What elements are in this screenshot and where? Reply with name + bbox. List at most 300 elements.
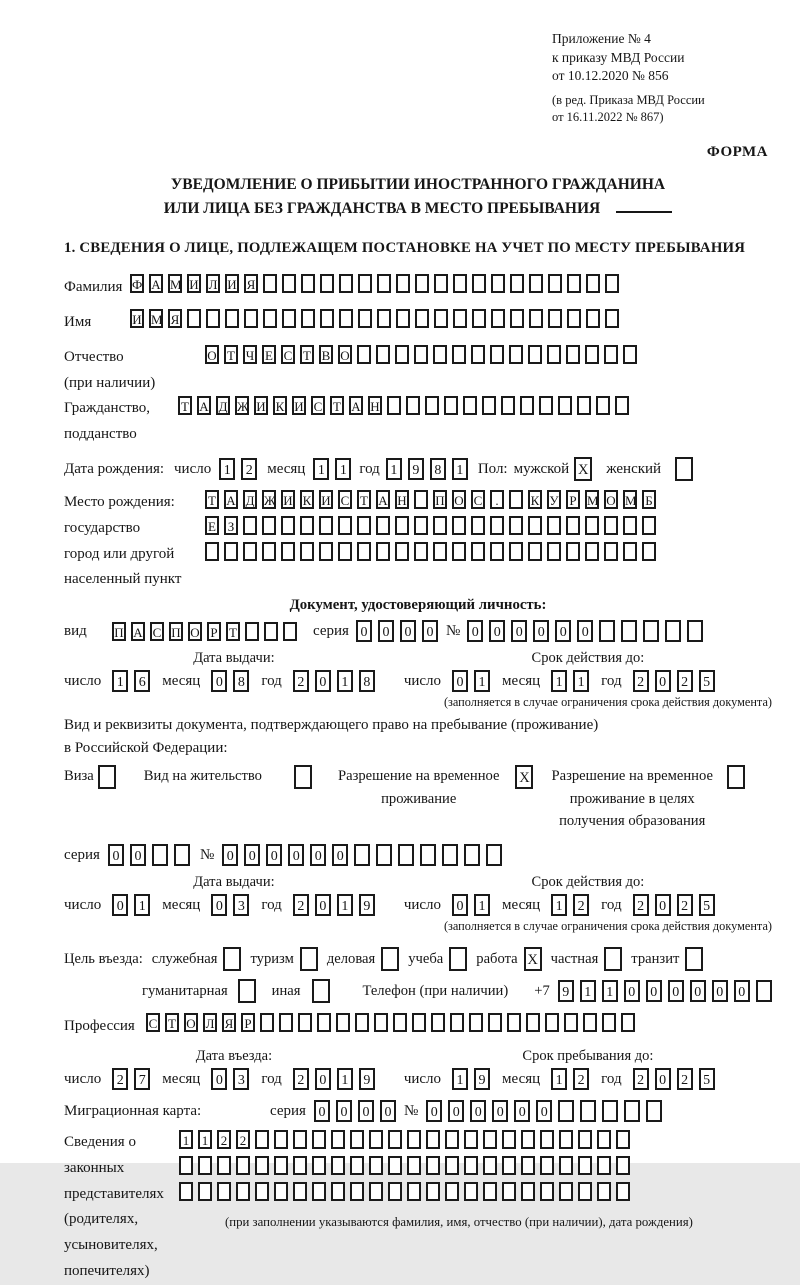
form-cell: С [338, 490, 352, 509]
identity-doc-row [64, 620, 772, 642]
form-cell [407, 1130, 421, 1149]
form-cell [483, 1130, 497, 1149]
form-cell [339, 309, 353, 328]
entry-day-cells [112, 1068, 150, 1090]
form-cell: 1 [335, 458, 351, 480]
legal-reps-note: (при заполнении указываются фамилия, имя, отчество (при наличии), дата рождения) [225, 1215, 693, 1230]
form-cell: Р [241, 1013, 255, 1032]
form-cell [293, 1156, 307, 1175]
form-cell: 0 [655, 670, 671, 692]
form-cell [605, 309, 619, 328]
form-cell [646, 1100, 662, 1122]
legal-reps-cells [179, 1130, 693, 1230]
form-cell [486, 844, 502, 866]
form-cell [567, 309, 581, 328]
edition-line: (в ред. Приказа МВД России [552, 92, 705, 107]
form-cell [187, 309, 201, 328]
form-cell [566, 542, 580, 561]
form-cell: 2 [677, 670, 693, 692]
form-cell: 0 [734, 980, 750, 1002]
form-cell [388, 1182, 402, 1201]
form-cell: 0 [712, 980, 728, 1002]
purpose-business-label: деловая [326, 950, 376, 967]
form-cell: Е [262, 345, 276, 364]
form-cell [585, 345, 599, 364]
form-cell [152, 844, 168, 866]
form-cell [521, 1156, 535, 1175]
expiry-day-cells [452, 670, 490, 692]
day-label: число [403, 896, 442, 913]
stay-year-cells [633, 1068, 715, 1090]
form-cell: И [254, 396, 268, 415]
birth-day-cells [219, 458, 257, 480]
form-cell [604, 345, 618, 364]
name-label: Имя [64, 313, 92, 330]
form-cell [387, 396, 401, 415]
form-cell [665, 620, 681, 642]
form-cell: 0 [332, 844, 348, 866]
sex-female-checkbox [675, 457, 693, 481]
form-cell [502, 1130, 516, 1149]
form-cell: 0 [646, 980, 662, 1002]
purpose-official-checkbox [223, 947, 241, 971]
form-cell [236, 1182, 250, 1201]
form-cell [687, 620, 703, 642]
form-cell: П [433, 490, 447, 509]
form-cell: И [225, 274, 239, 293]
form-cell [395, 542, 409, 561]
form-cell [559, 1130, 573, 1149]
migration-number-cells [426, 1100, 662, 1122]
month-label: месяц [162, 1070, 201, 1087]
form-cell: 1 [474, 894, 490, 916]
form-cell: 0 [222, 844, 238, 866]
form-cell: 2 [217, 1130, 231, 1149]
form-cell [298, 1013, 312, 1032]
annex-line: к приказу МВД России [552, 49, 685, 65]
year-label: год [601, 672, 622, 689]
purpose-study-checkbox [449, 947, 467, 971]
migration-series-cells [314, 1100, 396, 1122]
form-cell [540, 1182, 554, 1201]
form-cell [433, 516, 447, 535]
form-cell [585, 516, 599, 535]
form-cell [540, 1156, 554, 1175]
form-cell [509, 345, 523, 364]
form-cell: 2 [633, 1068, 649, 1090]
option-residence-permit: Вид на жительство [144, 765, 312, 789]
form-cell [445, 1130, 459, 1149]
form-cell [547, 516, 561, 535]
form-cell: К [300, 490, 314, 509]
purpose-work-checkbox: X [524, 947, 542, 971]
form-cell: Ж [235, 396, 249, 415]
form-cell [205, 542, 219, 561]
form-cell: 0 [448, 1100, 464, 1122]
form-cell: Н [368, 396, 382, 415]
form-cell [547, 345, 561, 364]
form-cell [281, 542, 295, 561]
form-cell: Р [207, 622, 221, 641]
form-cell: 2 [236, 1130, 250, 1149]
form-cell: П [169, 622, 183, 641]
form-cell [472, 274, 486, 293]
year-label: год [261, 896, 282, 913]
form-cell [578, 1130, 592, 1149]
form-cell [274, 1182, 288, 1201]
migration-series-label: серия [270, 1102, 306, 1119]
form-cell [615, 396, 629, 415]
entry-year-cells [293, 1068, 375, 1090]
phone-label: Телефон (при наличии) [362, 982, 509, 999]
form-cell [339, 274, 353, 293]
form-cell: О [338, 345, 352, 364]
legal-reps-row3 [179, 1182, 693, 1201]
doc-kind-label: вид [64, 622, 87, 639]
form-cell: 0 [130, 844, 146, 866]
patronymic-cells [205, 345, 637, 364]
option-visa: Виза [64, 765, 116, 789]
form-cell [320, 274, 334, 293]
form-cell [433, 542, 447, 561]
profession-cells [146, 1013, 635, 1032]
form-cell: И [187, 274, 201, 293]
form-cell: Я [222, 1013, 236, 1032]
form-cell: 1 [313, 458, 329, 480]
stay-month-cells [551, 1068, 589, 1090]
form-cell: 0 [426, 1100, 442, 1122]
migration-number-label: № [403, 1102, 419, 1119]
form-cell: А [349, 396, 363, 415]
citizenship-row [64, 396, 772, 448]
form-cell: 2 [633, 894, 649, 916]
residence-issue-day-cells [112, 894, 150, 916]
form-cell: 1 [551, 894, 567, 916]
form-cell [586, 309, 600, 328]
entry-purpose-row2 [142, 979, 772, 1003]
form-cell: 0 [655, 894, 671, 916]
name-row [64, 309, 772, 336]
legal-reps-row1 [179, 1130, 693, 1149]
form-cell: Т [300, 345, 314, 364]
form-cell: 9 [558, 980, 574, 1002]
form-cell [453, 309, 467, 328]
residence-issue-year-cells [293, 894, 375, 916]
form-cell: 0 [511, 620, 527, 642]
form-cell: 3 [233, 1068, 249, 1090]
legal-reps-block [64, 1130, 772, 1285]
form-cell [490, 345, 504, 364]
form-cell: 9 [359, 1068, 375, 1090]
form-cell [491, 309, 505, 328]
form-cell [642, 542, 656, 561]
form-cell [566, 345, 580, 364]
form-cell: 0 [452, 670, 468, 692]
form-cell: С [281, 345, 295, 364]
form-cell: 1 [551, 670, 567, 692]
form-cell [206, 309, 220, 328]
form-cell [274, 1130, 288, 1149]
form-cell [756, 980, 772, 1002]
form-cell: Е [205, 516, 219, 535]
purpose-humanitarian-label: гуманитарная [142, 982, 228, 999]
form-cell: И [292, 396, 306, 415]
form-cell [426, 1130, 440, 1149]
form-cell: Т [357, 490, 371, 509]
identity-doc-date-titles [64, 650, 772, 667]
purpose-study-label: учеба [408, 950, 444, 967]
migration-card-row [64, 1100, 772, 1122]
form-cell: М [585, 490, 599, 509]
form-cell [317, 1013, 331, 1032]
form-cell [616, 1156, 630, 1175]
form-cell [338, 516, 352, 535]
form-cell [471, 516, 485, 535]
visa-checkbox [98, 765, 116, 789]
form-cell [420, 844, 436, 866]
form-cell [282, 309, 296, 328]
birth-place-cells [205, 490, 656, 568]
form-cell: 0 [668, 980, 684, 1002]
form-cell: 0 [288, 844, 304, 866]
form-cell: Я [244, 274, 258, 293]
form-cell: Т [224, 345, 238, 364]
form-cell [369, 1156, 383, 1175]
form-cell [501, 396, 515, 415]
sex-male-label: мужской [513, 460, 570, 477]
year-label: год [601, 896, 622, 913]
legal-reps-row2 [179, 1156, 693, 1175]
form-cell [407, 1182, 421, 1201]
surname-label: Фамилия [64, 278, 123, 295]
form-cell [509, 516, 523, 535]
form-cell: Т [165, 1013, 179, 1032]
form-cell: 0 [315, 670, 331, 692]
form-cell: 2 [677, 894, 693, 916]
form-cell: 0 [400, 620, 416, 642]
form-cell [616, 1182, 630, 1201]
patronymic-label: Отчество (при наличии) [64, 348, 156, 391]
form-cell: 0 [314, 1100, 330, 1122]
form-cell: К [273, 396, 287, 415]
form-cell [388, 1130, 402, 1149]
month-label: месяц [162, 672, 201, 689]
profession-label: Профессия [64, 1018, 135, 1035]
form-cell [255, 1130, 269, 1149]
residence-expiry-month-cells [551, 894, 589, 916]
stay-day-cells [452, 1068, 490, 1090]
year-label: год [601, 1070, 622, 1087]
form-cell: П [112, 622, 126, 641]
birth-place-block [64, 490, 772, 593]
form-cell [255, 1182, 269, 1201]
entry-purpose-row [64, 947, 772, 971]
form-cell [452, 516, 466, 535]
citizenship-label: Гражданство, подданство [64, 400, 151, 443]
form-cell [376, 345, 390, 364]
form-cell: 1 [112, 670, 128, 692]
form-cell [643, 620, 659, 642]
form-cell: 0 [310, 844, 326, 866]
form-cell [283, 622, 297, 641]
form-cell [225, 309, 239, 328]
form-cell [279, 1013, 293, 1032]
entry-dates-row [64, 1068, 772, 1090]
form-cell [578, 1156, 592, 1175]
form-cell: М [149, 309, 163, 328]
form-cell: 7 [134, 1068, 150, 1090]
purpose-tourism-checkbox [300, 947, 318, 971]
form-cell [463, 396, 477, 415]
form-cell [597, 1130, 611, 1149]
form-cell [174, 844, 190, 866]
form-cell: 1 [179, 1130, 193, 1149]
form-cell: 0 [315, 1068, 331, 1090]
form-cell: 2 [293, 670, 309, 692]
form-cell: 1 [386, 458, 402, 480]
form-cell [224, 542, 238, 561]
purpose-work-label: работа [476, 950, 518, 967]
form-cell [483, 1182, 497, 1201]
form-cell: 3 [233, 894, 249, 916]
form-cell: 0 [492, 1100, 508, 1122]
form-cell [393, 1013, 407, 1032]
birth-month-cells [313, 458, 351, 480]
form-cell [369, 1130, 383, 1149]
stay-until-title: Срок пребывания до: [522, 1048, 654, 1065]
form-cell [623, 345, 637, 364]
form-cell [596, 396, 610, 415]
form-cell: 1 [337, 1068, 353, 1090]
annex-line: Приложение № 4 [552, 31, 651, 46]
form-cell: 1 [452, 1068, 468, 1090]
form-cell: О [184, 1013, 198, 1032]
legal-reps-label: Сведения о законных представителях (родителях, усыновителях, попечителях) [64, 1134, 164, 1280]
form-cell: И [130, 309, 144, 328]
issue-year-cells [293, 670, 375, 692]
form-cell: Т [330, 396, 344, 415]
form-cell [398, 844, 414, 866]
year-label: год [261, 1070, 282, 1087]
residence-expiry-note: (заполняется в случае ограничения срока действия документа) [443, 919, 772, 934]
form-cell [412, 1013, 426, 1032]
form-cell [217, 1182, 231, 1201]
form-cell [255, 1156, 269, 1175]
day-label: число [403, 672, 442, 689]
citizenship-cells [178, 396, 629, 415]
form-cell [415, 274, 429, 293]
form-cell [599, 620, 615, 642]
form-cell [604, 542, 618, 561]
form-cell: 1 [337, 894, 353, 916]
form-cell [490, 516, 504, 535]
form-title-line1: УВЕДОМЛЕНИЕ О ПРИБЫТИИ ИНОСТРАННОГО ГРАЖДАНИНА [170, 176, 666, 194]
sex-label: Пол: [477, 460, 508, 477]
form-cell: О [452, 490, 466, 509]
form-cell [642, 516, 656, 535]
form-cell [407, 1156, 421, 1175]
form-cell: Ф [130, 274, 144, 293]
day-label: число [64, 672, 102, 689]
form-cell [414, 516, 428, 535]
form-cell: 8 [359, 670, 375, 692]
form-cell [528, 516, 542, 535]
form-cell [509, 542, 523, 561]
form-cell [293, 1130, 307, 1149]
form-cell [331, 1156, 345, 1175]
purpose-other-checkbox [312, 979, 330, 1003]
residence-permit-checkbox [294, 765, 312, 789]
expiry-date-title: Срок действия до: [531, 650, 645, 667]
form-cell [301, 274, 315, 293]
residence-series-label: серия [64, 846, 100, 863]
form-cell [623, 516, 637, 535]
form-cell [355, 1013, 369, 1032]
form-cell [354, 844, 370, 866]
form-cell [357, 516, 371, 535]
purpose-private-label: частная [550, 950, 599, 967]
form-cell [580, 1100, 596, 1122]
form-cell [444, 396, 458, 415]
form-cell [319, 542, 333, 561]
birth-place-row2 [205, 516, 656, 535]
form-cell: 0 [336, 1100, 352, 1122]
form-cell: 5 [699, 1068, 715, 1090]
form-cell: 0 [577, 620, 593, 642]
form-cell [350, 1156, 364, 1175]
form-cell [395, 516, 409, 535]
residence-expiry-year-cells [633, 894, 715, 916]
expiry-date-title: Срок действия до: [531, 874, 645, 891]
form-cell [264, 622, 278, 641]
form-cell [179, 1182, 193, 1201]
form-cell: 0 [266, 844, 282, 866]
form-cell [510, 274, 524, 293]
form-cell [357, 345, 371, 364]
form-cell: 5 [699, 894, 715, 916]
form-cell [502, 1182, 516, 1201]
form-cell: О [188, 622, 202, 641]
residence-series-cells [108, 844, 190, 866]
form-cell [597, 1182, 611, 1201]
form-cell: Н [395, 490, 409, 509]
form-cell: 0 [315, 894, 331, 916]
form-cell: 0 [533, 620, 549, 642]
form-cell [415, 309, 429, 328]
form-cell [507, 1013, 521, 1032]
residence-expiry-day-cells [452, 894, 490, 916]
form-cell [262, 542, 276, 561]
form-cell [471, 345, 485, 364]
form-cell [350, 1182, 364, 1201]
doc-number-cells [467, 620, 703, 642]
form-cell [301, 309, 315, 328]
form-cell [357, 542, 371, 561]
residence-options-row [64, 765, 772, 833]
form-cell: А [376, 490, 390, 509]
form-cell: 0 [211, 670, 227, 692]
form-cell: 0 [514, 1100, 530, 1122]
form-cell [539, 396, 553, 415]
day-label: число [403, 1070, 442, 1087]
form-cell [395, 345, 409, 364]
expiry-month-cells [551, 670, 589, 692]
form-cell: С [150, 622, 164, 641]
form-cell: 1 [602, 980, 618, 1002]
form-cell [464, 1156, 478, 1175]
purpose-other-label: иная [271, 982, 301, 999]
form-cell: 2 [573, 1068, 589, 1090]
